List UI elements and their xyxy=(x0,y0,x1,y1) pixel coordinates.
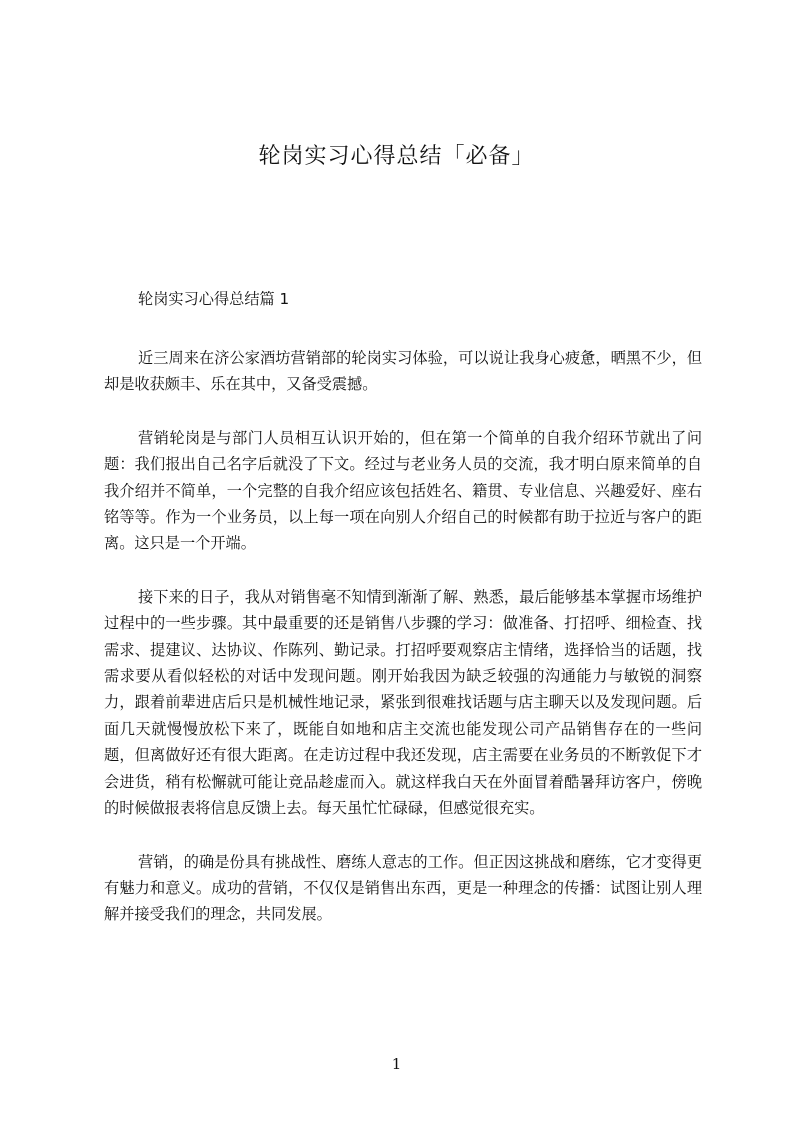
paragraph-self-introduction: 营销轮岗是与部门人员相互认识开始的，但在第一个简单的自我介绍环节就出了问题：我们报出自己名字后就没了下文。经过与老业务人员的交流，我才明白原来简单的自我介绍并不简单，一个完整的自我介绍应该包括姓名、籍贯、专业信息、兴趣爱好、座右铭等等。作为一个业务员，以上每一项在向别人介绍自己的时候都有助于拉近与客户的距离。这只是一个开端。 xyxy=(104,428,702,553)
page-number: 1 xyxy=(391,1055,402,1073)
paragraph-intro: 近三周来在济公家酒坊营销部的轮岗实习体验，可以说让我身心疲惫，晒黑不少，但却是收获颇丰、乐在其中，又备受震撼。 xyxy=(104,349,702,394)
section-heading: 轮岗实习心得总结篇 1 xyxy=(138,290,290,308)
page-title: 轮岗实习心得总结「必备」 xyxy=(258,144,535,169)
paragraph-conclusion: 营销，的确是份具有挑战性、磨练人意志的工作。但正因这挑战和磨练，它才变得更有魅力和意义。成功的营销，不仅仅是销售出东西，更是一种理念的传播：试图让别人理解并接受我们的理念，共同发展。 xyxy=(104,852,702,924)
paragraph-sales-steps: 接下来的日子，我从对销售毫不知情到渐渐了解、熟悉，最后能够基本掌握市场维护过程中的一些步骤。其中最重要的还是销售八步骤的学习：做准备、打招呼、细检查、找需求、提建议、达协议、作陈列、勤记录。打招呼要观察店主情绪，选择恰当的话题，找需求要从看似轻松的对话中发现问题。刚开始我因为缺乏较强的沟通能力与敏锐的洞察力，跟着前辈进店后只是机械性地记录，紧张到很难找话题与店主聊天以及发现问题。后面几天就慢慢放松下来了，既能自如地和店主交流也能发现公司产品销售存在的一些问题，但离做好还有很大距离。在走访过程中我还发现，店主需要在业务员的不断敦促下才会进货，稍有松懈就可能让竞品趁虚而入。就这样我白天在外面冒着酷暑拜访客户，傍晚的时候做报表将信息反馈上去。每天虽忙忙碌碌，但感觉很充实。 xyxy=(104,587,702,818)
document-body xyxy=(104,286,702,928)
